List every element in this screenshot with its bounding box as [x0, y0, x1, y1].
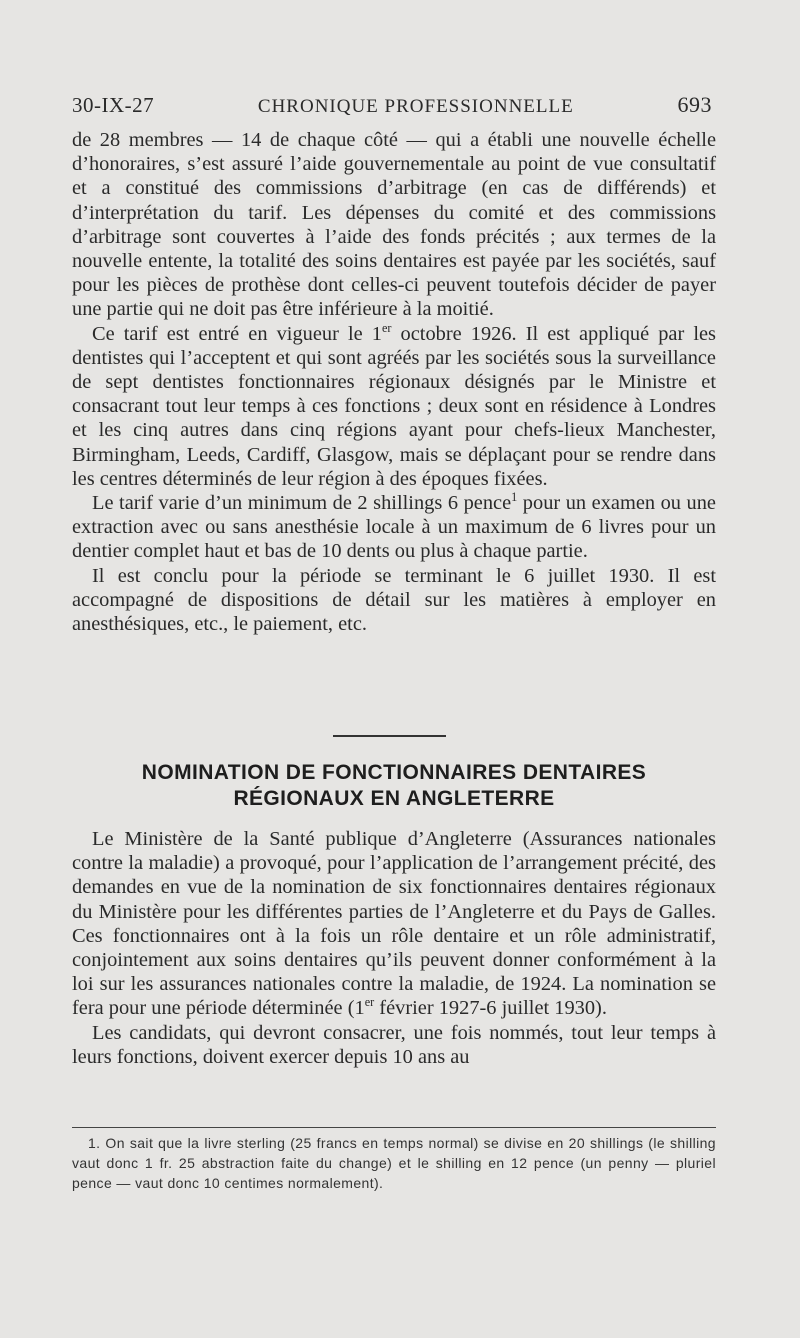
- running-header: [72, 92, 712, 118]
- footnote-text: 1. On sait que la livre sterling (25 francs en temps normal) se divise en 20 shillings (le shilling vaut donc 1 fr. 25 abstraction faite du change) et le shilling en 12 pence (un penny — pluriel pence — vaut donc 10 centimes normalement).: [72, 1135, 716, 1191]
- paragraph: Ce tarif est entré en vigueur le 1er octobre 1926. Il est appliqué par les dentistes qui l’acceptent et qui sont agréés par les sociétés sous la surveillance de sept dentistes fonctionnaires régionaux désignés par le Ministre et consacrant tout leur temps à ces fonctions ; deux sont en résidence à Londres et les cinq autres dans cinq régions ayant pour chefs-lieux Manchester, Birmingham, Leeds, Cardiff, Glasgow, mais se déplaçant pour se rendre dans les centres déterminés de leur région à des époques fixées.: [72, 320, 716, 490]
- header-date: 30-IX-27: [72, 93, 155, 117]
- footnote: [72, 1133, 716, 1193]
- header-title: CHRONIQUE PROFESSIONNELLE: [257, 96, 574, 117]
- footnote-ref: 1: [511, 490, 518, 505]
- section-1-text: [72, 128, 716, 636]
- paragraph: Il est conclu pour la période se terminant le 6 juillet 1930. Il est accompagné de dispositions de détail sur les matières à employer en anesthésiques, etc., le paiement, etc.: [72, 564, 716, 636]
- paragraph: Le tarif varie d’un minimum de 2 shillings 6 pence$^1$ pour un examen ou une extraction avec ou sans anesthésie locale à un maximum de 6 livres pour un dentier complet haut et bas de 10 dents ou plus à chaque partie.: [72, 490, 716, 563]
- section-heading: NOMINATION DE FONCTIONNAIRES DENTAIRES RÉGIONAUX EN ANGLETERRE: [141, 761, 647, 810]
- paragraph: Les candidats, qui devront consacrer, une fois nommés, tout leur temps à leurs fonctions, doivent exercer depuis 10 ans au: [72, 1021, 716, 1068]
- paragraph: Le Ministère de la Santé publique d’Angleterre (Assurances nationales contre la maladie) a provoqué, pour l’application de l’arrangement précité, des demandes en vue de la nomination de six fonctionnaires dentaires régionaux du Ministère pour les différentes parties de l’Angleterre et du Pays de Galles. Ces fonctionnaires ont à la fois un rôle dentaire et un rôle administratif, conjointement aux soins dentaires qu’ils peuvent donner conformément à la loi sur les assurances nationales contre la maladie, de 1924. La nomination se fera pour une période déterminée (1er février 1927-6 juillet 1930).: [72, 828, 716, 1020]
- section-2-text: [72, 827, 716, 1069]
- section-divider: [333, 735, 446, 737]
- footnote-rule: [72, 1127, 716, 1128]
- paragraph: de 28 membres — 14 de chaque côté — qui a établi une nouvelle échelle d’honoraires, s’est assuré l’aide gouvernementale au point de vue consultatif et a constitué des commissions d’arbitrage (en cas de différends) et d’interprétation du tarif. Les dépenses du comité et des commissions d’arbitrage sont couvertes à l’aide des fonds précités ; aux termes de la nouvelle entente, la totalité des soins dentaires est payée par les sociétés, sauf pour les pièces de prothèse dont celles-ci peuvent toutefois décider de payer une partie qui ne doit pas être inférieure à la moitié.: [72, 129, 716, 321]
- page-number: 693: [677, 92, 712, 117]
